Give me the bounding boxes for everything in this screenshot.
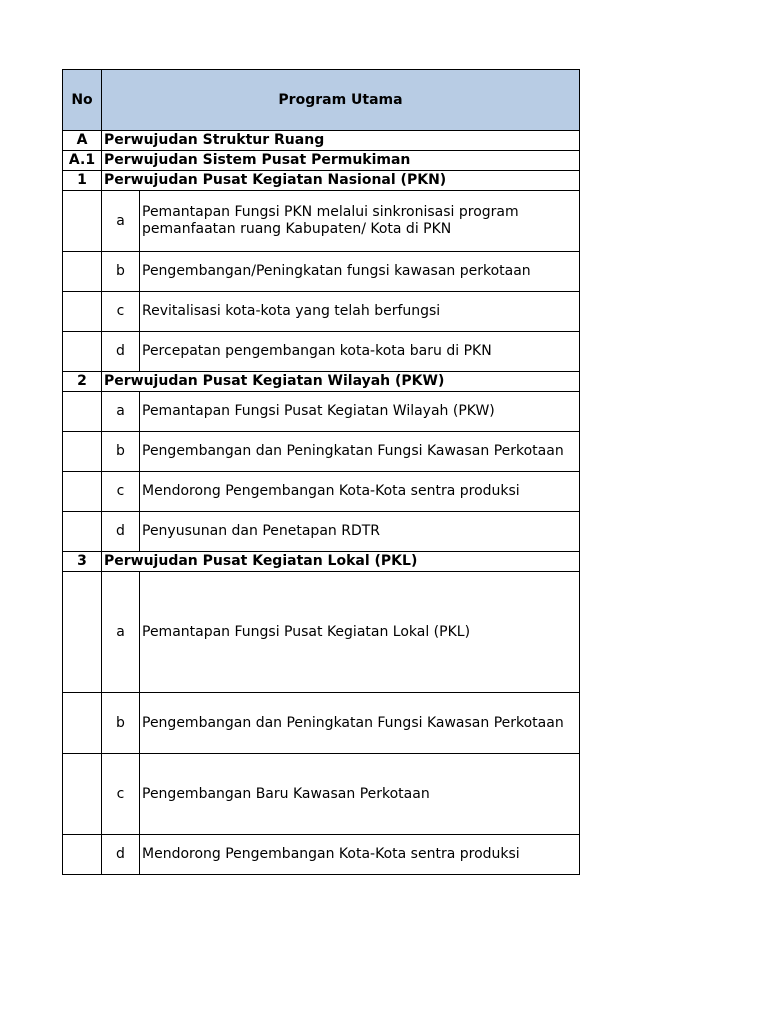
item-text: Mendorong Pengembangan Kota-Kota sentra produksi [140,835,580,875]
section-title: Perwujudan Pusat Kegiatan Lokal (PKL) [102,552,580,572]
section-no: A.1 [63,151,102,171]
table-row [63,191,580,252]
item-letter: b [102,252,140,292]
table-row [63,472,580,512]
section-no: 1 [63,171,102,191]
item-letter: d [102,835,140,875]
item-text: Pemantapan Fungsi Pusat Kegiatan Lokal (PKL) [140,572,580,693]
table-row [63,292,580,332]
table-row [63,693,580,754]
item-text: Revitalisasi kota-kota yang telah berfungsi [140,292,580,332]
section-title: Perwujudan Struktur Ruang [102,131,580,151]
item-letter: c [102,754,140,835]
table-row [63,572,580,693]
item-text: Penyusunan dan Penetapan RDTR [140,512,580,552]
empty-cell [63,512,102,552]
item-letter: a [102,392,140,432]
section-no: A [63,131,102,151]
item-text: Mendorong Pengembangan Kota-Kota sentra produksi [140,472,580,512]
header-no: No [63,70,102,131]
empty-cell [63,252,102,292]
item-letter: a [102,572,140,693]
program-table [62,69,580,875]
empty-cell [63,472,102,512]
item-letter: c [102,472,140,512]
item-text: Percepatan pengembangan kota-kota baru di PKN [140,332,580,372]
section-row-a [63,131,580,151]
item-letter: b [102,693,140,754]
empty-cell [63,191,102,252]
section-title: Perwujudan Sistem Pusat Permukiman [102,151,580,171]
header-program-utama: Program Utama [102,70,580,131]
item-text: Pemantapan Fungsi Pusat Kegiatan Wilayah (PKW) [140,392,580,432]
item-text: Pengembangan/Peningkatan fungsi kawasan perkotaan [140,252,580,292]
empty-cell [63,835,102,875]
empty-cell [63,754,102,835]
table-row [63,332,580,372]
table-row [63,252,580,292]
table-row [63,512,580,552]
section-no: 2 [63,372,102,392]
table-row [63,835,580,875]
empty-cell [63,292,102,332]
table-row [63,754,580,835]
item-text: Pengembangan dan Peningkatan Fungsi Kawasan Perkotaan [140,432,580,472]
item-text: Pengembangan dan Peningkatan Fungsi Kawasan Perkotaan [140,693,580,754]
table-row [63,392,580,432]
section-row-3 [63,552,580,572]
empty-cell [63,392,102,432]
item-letter: c [102,292,140,332]
table-row [63,432,580,472]
item-text: Pemantapan Fungsi PKN melalui sinkronisasi program pemanfaatan ruang Kabupaten/ Kota di PKN [140,191,580,252]
empty-cell [63,693,102,754]
item-text: Pengembangan Baru Kawasan Perkotaan [140,754,580,835]
item-letter: a [102,191,140,252]
section-row-1 [63,171,580,191]
item-letter: d [102,512,140,552]
item-letter: d [102,332,140,372]
empty-cell [63,332,102,372]
table-header-row [63,70,580,131]
section-row-a1 [63,151,580,171]
section-title: Perwujudan Pusat Kegiatan Wilayah (PKW) [102,372,580,392]
empty-cell [63,572,102,693]
section-no: 3 [63,552,102,572]
empty-cell [63,432,102,472]
section-row-2 [63,372,580,392]
section-title: Perwujudan Pusat Kegiatan Nasional (PKN) [102,171,580,191]
item-letter: b [102,432,140,472]
